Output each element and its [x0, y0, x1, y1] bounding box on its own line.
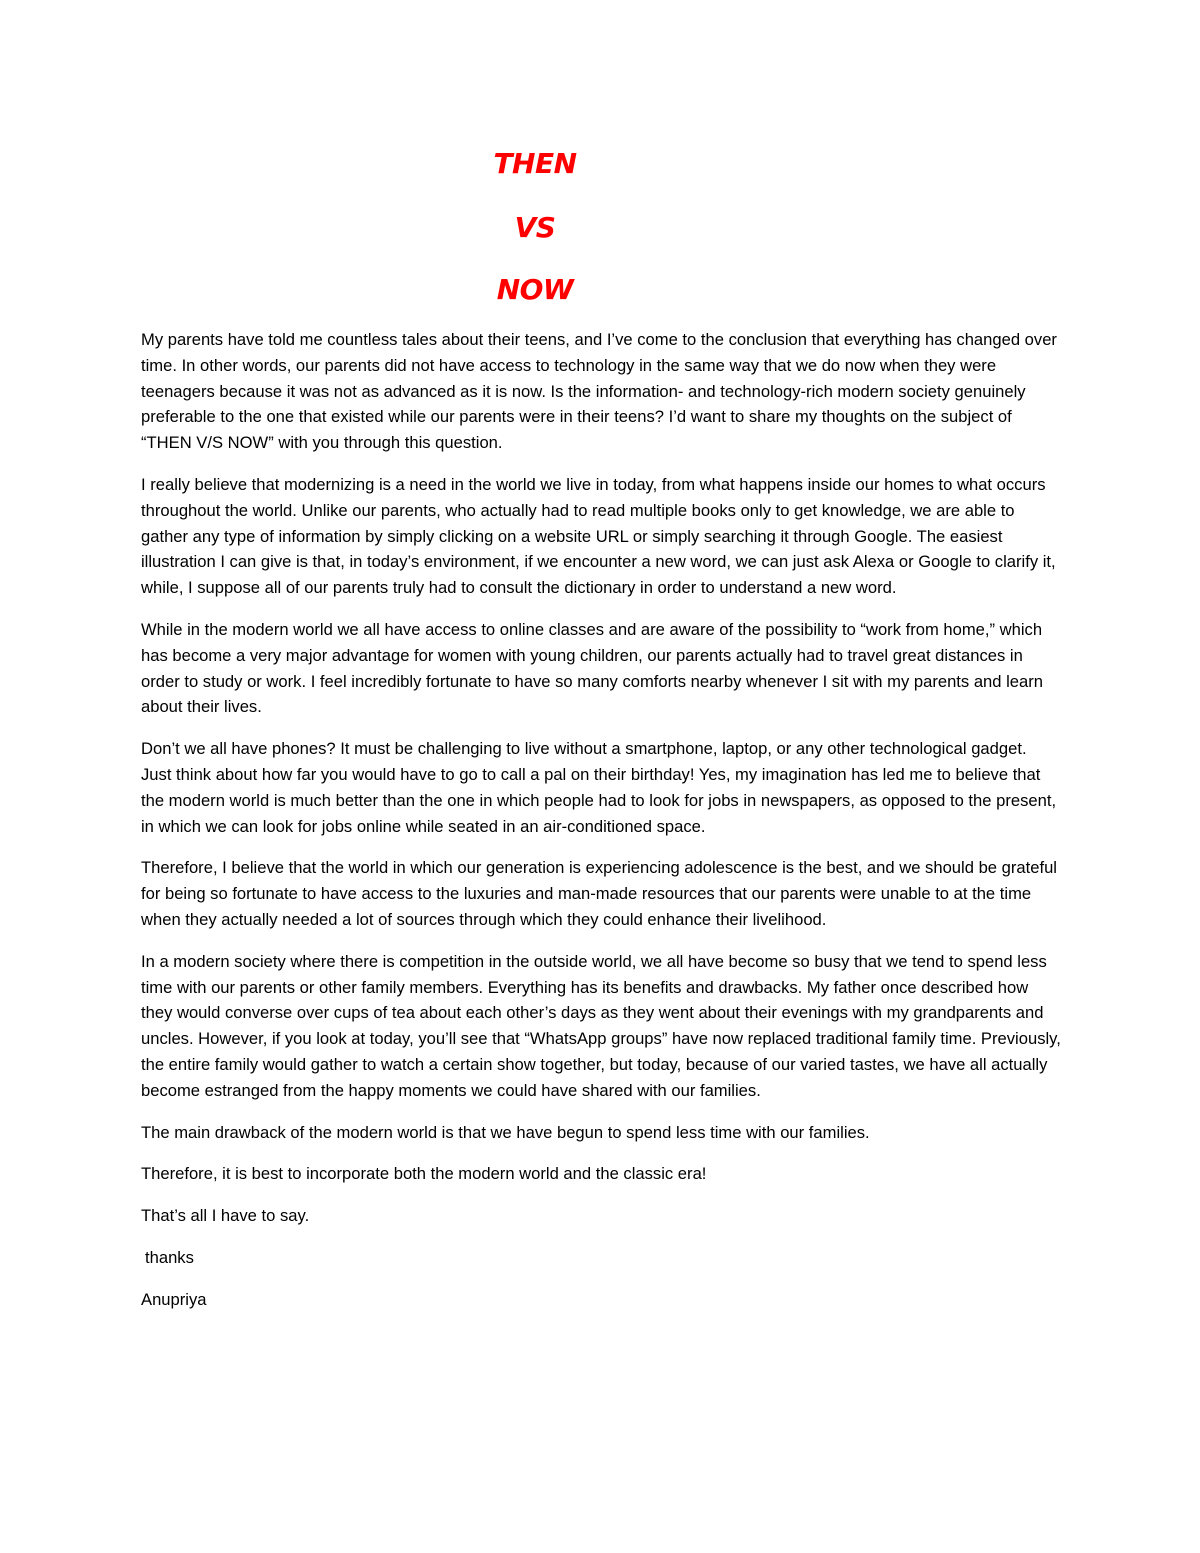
signature: Anupriya	[141, 1289, 207, 1309]
title-vs: VS	[514, 211, 556, 244]
essay-body	[141, 327, 1061, 1329]
title-then: THEN	[493, 147, 577, 180]
paragraph-intro: My parents have told me countless tales about their teens, and I’ve come to the conclusion that everything has changed over time. In other words, our parents did not have access to technology in the same way that we do now when they were teenagers because it was not as advanced as it is now. Is the information- and technology-rich modern society genuinely preferable to the one that existed while our parents were in their teens? I’d want to share my thoughts on the subject of “THEN V/S NOW” with you through this question.	[141, 330, 1057, 453]
paragraph-phones: Don’t we all have phones? It must be challenging to live without a smartphone, laptop, or any other technological gadget. Just think about how far you would have to go to call a pal on their birthday! Yes, my imagination has led me to believe that the modern world is much better than the one in which people had to look for jobs in newspapers, as opposed to the present, in which we can look for jobs online while seated in an air-conditioned space.	[141, 739, 1057, 836]
paragraph-generation: Therefore, I believe that the world in which our generation is experiencing adolescence is the best, and we should be grateful for being so fortunate to have access to the luxuries and man-made resources that our parents were unable to at the time when they actually needed a lot of sources through which they could enhance their livelihood.	[141, 858, 1057, 929]
paragraph-modernizing: I really believe that modernizing is a need in the world we live in today, from what happens inside our homes to what occurs throughout the world. Unlike our parents, who actually had to read multiple books only to get knowledge, we are able to gather any type of information by simply clicking on a website URL or simply searching it through Google. The easiest illustration I can give is that, in today’s environment, if we encounter a new word, we can just ask Alexa or Google to clarify it, while, I suppose all of our parents truly had to consult the dictionary in order to understand a new word.	[141, 474, 1056, 598]
paragraph-family-time: In a modern society where there is competition in the outside world, we all have become so busy that we tend to spend less time with our parents or other family members. Everything has its benefits and drawbacks. My father once described how they would converse over cups of tea about each other’s days as they went about their evenings with my grandparents and uncles. However, if you look at today, you’ll see that “WhatsApp groups” have now replaced traditional family time. Previously, the entire family would gather to watch a certain show together, but today, because of our varied tastes, we have all actually become estranged from the happy moments we could have shared with our families.	[141, 951, 1061, 1100]
title-now: NOW	[496, 273, 574, 306]
closing-thanks: thanks	[145, 1247, 194, 1267]
paragraph-drawback: The main drawback of the modern world is that we have begun to spend less time with our families.	[141, 1122, 870, 1142]
paragraph-conclusion: Therefore, it is best to incorporate both the modern world and the classic era!	[141, 1164, 707, 1184]
paragraph-online-classes: While in the modern world we all have access to online classes and are aware of the possibility to “work from home,” which has become a very major advantage for women with young children, our parents actually had to travel great distances in order to study or work. I feel incredibly fortunate to have so many comforts nearby whenever I sit with my parents and learn about their lives.	[141, 619, 1044, 717]
paragraph-closing: That’s all I have to say.	[141, 1206, 310, 1226]
